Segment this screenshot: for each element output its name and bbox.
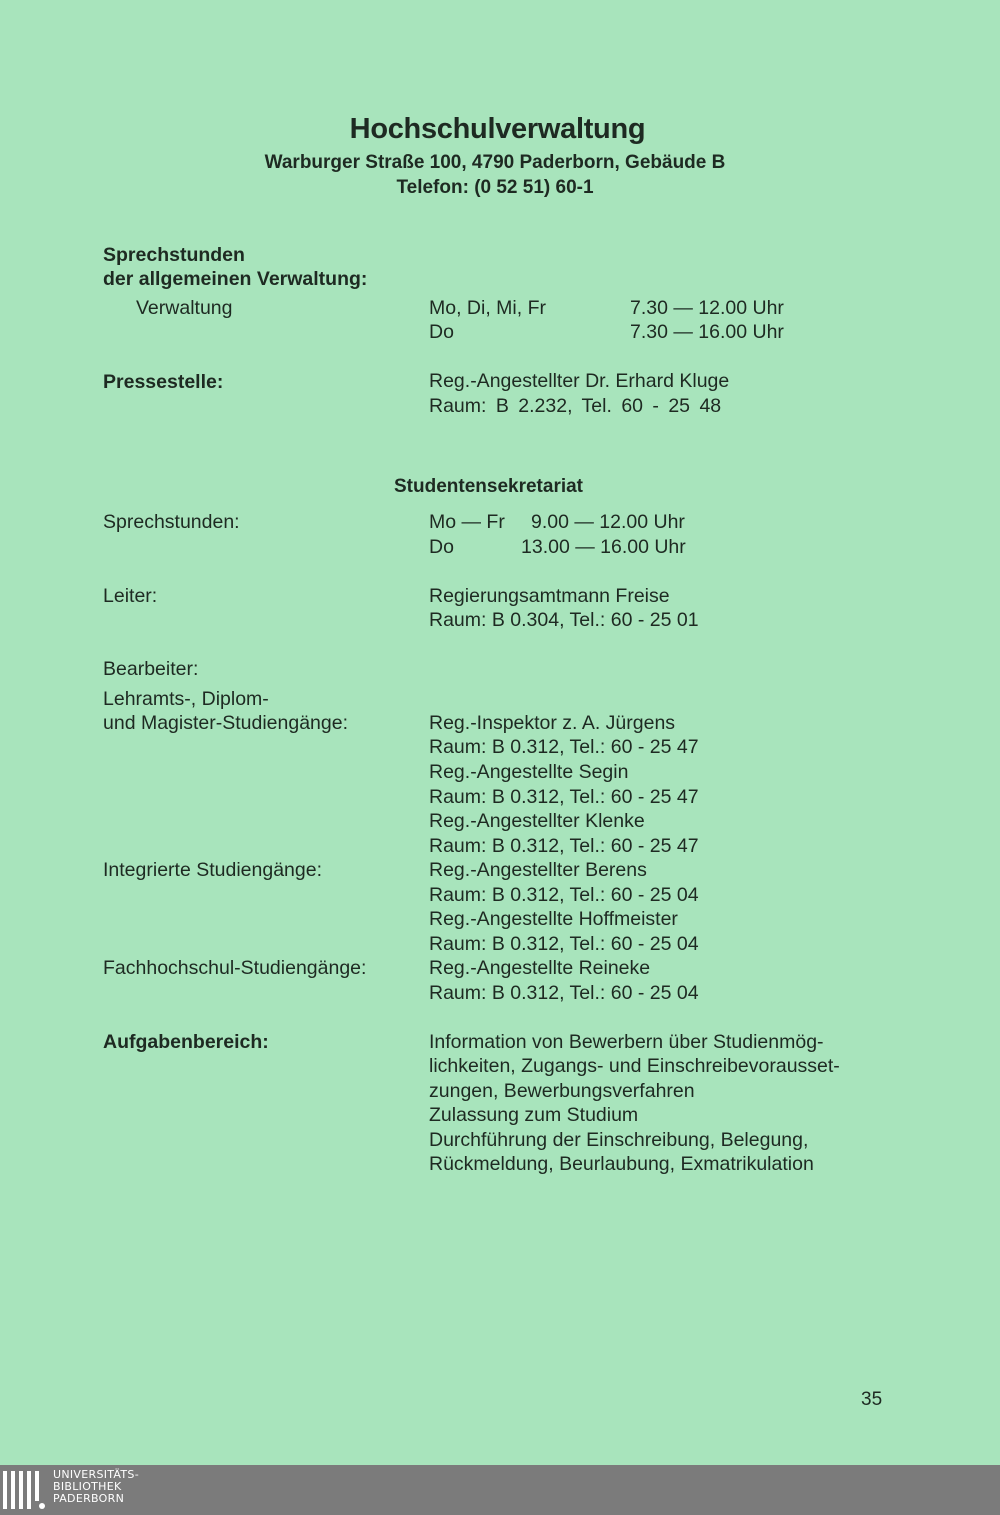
aufgaben-label: Aufgabenbereich: <box>103 1031 269 1053</box>
verwaltung-time-1: 7.30 — 12.00 Uhr <box>630 297 784 319</box>
aufgaben-line: Information von Bewerbern über Studienmög- <box>429 1031 824 1053</box>
logo-line: BIBLIOTHEK <box>53 1480 122 1493</box>
aufgaben-line: lichkeiten, Zugangs- und Einschreibevorausset- <box>429 1055 840 1077</box>
page-title: Hochschulverwaltung <box>349 113 646 145</box>
lehramt-entry: Reg.-Inspektor z. A. Jürgens <box>429 712 676 734</box>
lehramt-label-2: und Magister-Studiengänge: <box>103 712 348 734</box>
page-number: 35 <box>861 1389 883 1410</box>
sekretariat-days-2: Do <box>429 536 454 558</box>
lehramt-entry: Raum: B 0.312, Tel.: 60 - 25 47 <box>429 835 699 857</box>
integriert-label: Integrierte Studiengänge: <box>103 859 322 881</box>
leiter-label: Leiter: <box>103 585 158 607</box>
integriert-entry: Reg.-Angestellte Hoffmeister <box>429 908 678 930</box>
integriert-entry: Raum: B 0.312, Tel.: 60 - 25 04 <box>429 933 699 955</box>
library-logo-text <box>53 1469 139 1505</box>
address-line: Warburger Straße 100, 4790 Paderborn, Gebäude B <box>264 152 726 173</box>
leiter-raum: Raum: B 0.304, Tel.: 60 - 25 01 <box>429 609 699 631</box>
integriert-entry: Raum: B 0.312, Tel.: 60 - 25 04 <box>429 884 699 906</box>
studentensekretariat-heading: Studentensekretariat <box>394 476 584 497</box>
leiter-name: Regierungsamtmann Freise <box>429 585 670 607</box>
verwaltung-days-2: Do <box>429 321 454 343</box>
pressestelle-raum: Raum: B 2.232, Tel. 60 - 25 48 <box>429 395 722 417</box>
aufgaben-line: zungen, Bewerbungsverfahren <box>429 1080 695 1102</box>
bearbeiter-label: Bearbeiter: <box>103 658 199 680</box>
fh-entry: Raum: B 0.312, Tel.: 60 - 25 04 <box>429 982 699 1004</box>
lehramt-entry: Reg.-Angestellte Segin <box>429 761 629 783</box>
aufgaben-line: Rückmeldung, Beurlaubung, Exmatrikulation <box>429 1153 814 1175</box>
logo-line: UNIVERSITÄTS- <box>53 1468 139 1481</box>
lehramt-entry: Reg.-Angestellter Klenke <box>429 810 645 832</box>
logo-line: PADERBORN <box>53 1492 125 1505</box>
sekretariat-days-1: Mo — Fr <box>429 511 505 533</box>
fh-label: Fachhochschul-Studiengänge: <box>103 957 367 979</box>
sprechstunden-heading-1: Sprechstunden <box>103 244 245 266</box>
pressestelle-person: Reg.-Angestellter Dr. Erhard Kluge <box>429 370 730 392</box>
sekretariat-time-2: 13.00 — 16.00 Uhr <box>521 536 686 558</box>
library-footer-bar <box>0 1465 1000 1515</box>
sprechstunden-label: Sprechstunden: <box>103 511 240 533</box>
fh-entry: Reg.-Angestellte Reineke <box>429 957 651 979</box>
aufgaben-line: Durchführung der Einschreibung, Belegung, <box>429 1129 809 1151</box>
lehramt-entry: Raum: B 0.312, Tel.: 60 - 25 47 <box>429 736 699 758</box>
integriert-entry: Reg.-Angestellter Berens <box>429 859 647 881</box>
lehramt-entry: Raum: B 0.312, Tel.: 60 - 25 47 <box>429 786 699 808</box>
lehramt-label-1: Lehramts-, Diplom- <box>103 688 269 710</box>
library-logo-icon <box>2 1471 46 1509</box>
sprechstunden-heading-2: der allgemeinen Verwaltung: <box>103 268 368 290</box>
aufgaben-line: Zulassung zum Studium <box>429 1104 639 1126</box>
verwaltung-days-1: Mo, Di, Mi, Fr <box>429 297 546 319</box>
verwaltung-label: Verwaltung <box>136 297 233 319</box>
sekretariat-time-1: 9.00 — 12.00 Uhr <box>531 511 685 533</box>
pressestelle-label: Pressestelle: <box>103 371 224 393</box>
verwaltung-time-2: 7.30 — 16.00 Uhr <box>630 321 784 343</box>
phone-line: Telefon: (0 52 51) 60-1 <box>396 177 594 198</box>
